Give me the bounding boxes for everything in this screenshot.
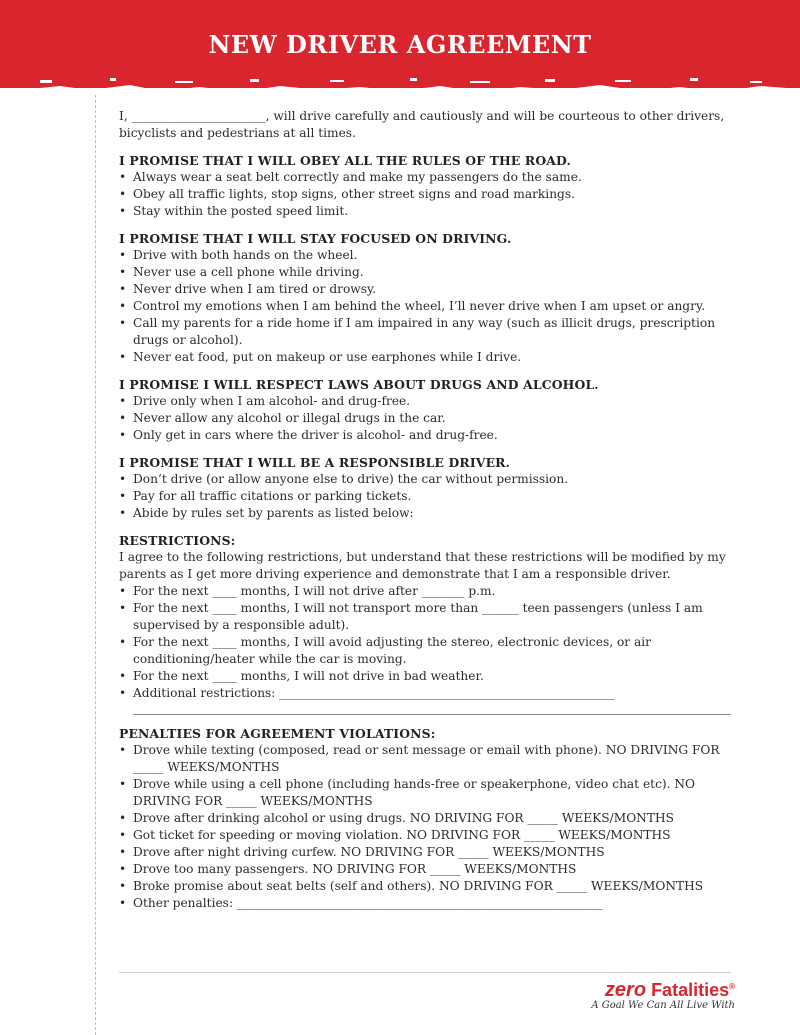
list-item: • Obey all traffic lights, stop signs, other street signs and road markings. [119,186,731,203]
section-stay-focused [119,230,731,366]
logo-fatalities-text: Fatalities [651,980,730,1000]
list-item: • For the next ____ months, I will not drive in bad weather. [119,668,731,685]
section-heading: RESTRICTIONS: [119,533,236,548]
list-item: • Don’t drive (or allow anyone else to drive) the car without permission. [119,471,731,488]
page-title: NEW DRIVER AGREEMENT [208,30,592,59]
intro-statement: I, ______________________, will drive carefully and cautiously and will be courteous to other drivers, bicyclists and pedestrians at all times. [119,109,725,140]
restrictions-text: I agree to the following restrictions, but understand that these restrictions will be modified by my parents as I get more driving experience and demonstrate that I am a responsible driver. [119,550,726,581]
bullet-list [119,393,731,444]
zero-fatalities-logo [560,977,735,1012]
list-item: • Never allow any alcohol or illegal drugs in the car. [119,410,731,427]
logo-zero-text: zero [604,979,647,1001]
bullet-list [119,247,731,366]
list-item: • Never eat food, put on makeup or use earphones while I drive. [119,349,731,366]
list-item: • Pay for all traffic citations or parking tickets. [119,488,731,505]
section-heading: I PROMISE THAT I WILL BE A RESPONSIBLE DRIVER. [119,455,511,470]
list-item: • Control my emotions when I am behind the wheel, I’ll never drive when I am upset or angry. [119,298,731,315]
blank-fill-line[interactable] [133,702,731,715]
list-item: • For the next ____ months, I will avoid adjusting the stereo, electronic devices, or air conditioning/heater while the car is moving. [119,634,731,668]
list-item: • Drive only when I am alcohol- and drug-free. [119,393,731,410]
logo-wordmark [560,977,735,1000]
section-rules-of-road [119,152,731,220]
list-item: • Got ticket for speeding or moving violation. NO DRIVING FOR _____ WEEKS/MONTHS [119,827,731,844]
section-restrictions [119,532,731,715]
section-responsible-driver [119,454,731,522]
section-penalties [119,725,731,912]
list-item: • Other penalties: ____________________________________________________________ [119,895,731,912]
list-item: • Only get in cars where the driver is alcohol- and drug-free. [119,427,731,444]
list-item: • Drove while using a cell phone (including hands-free or speakerphone, video chat etc). NO DRIVING FOR _____ WEEKS/MONTHS [119,776,731,810]
section-drugs-alcohol [119,376,731,444]
list-item: • Call my parents for a ride home if I am impaired in any way (such as illicit drugs, prescription drugs or alcohol). [119,315,731,349]
list-item: • Abide by rules set by parents as listed below: [119,505,731,522]
section-heading: I PROMISE I WILL RESPECT LAWS ABOUT DRUGS AND ALCOHOL. [119,377,599,392]
header-banner [0,0,800,88]
list-item: • Never use a cell phone while driving. [119,264,731,281]
bullet-list [119,742,731,912]
list-item: • Never drive when I am tired or drowsy. [119,281,731,298]
list-item: • Drove too many passengers. NO DRIVING FOR _____ WEEKS/MONTHS [119,861,731,878]
list-item: • For the next ____ months, I will not drive after _______ p.m. [119,583,731,600]
footer-divider [119,972,731,973]
list-item: • Broke promise about seat belts (self and others). NO DRIVING FOR _____ WEEKS/MONTHS [119,878,731,895]
list-item: • Drove after drinking alcohol or using drugs. NO DRIVING FOR _____ WEEKS/MONTHS [119,810,731,827]
list-item: • Drove after night driving curfew. NO DRIVING FOR _____ WEEKS/MONTHS [119,844,731,861]
bullet-list [119,169,731,220]
list-item: • Drive with both hands on the wheel. [119,247,731,264]
list-item: • For the next ____ months, I will not transport more than ______ teen passengers (unless I am supervised by a responsible adult). [119,600,731,634]
bullet-list [119,471,731,522]
logo-tagline: A Goal We Can All Live With [591,1000,735,1011]
list-item: • Always wear a seat belt correctly and make my passengers do the same. [119,169,731,186]
list-item: • Drove while texting (composed, read or sent message or email with phone). NO DRIVING FOR _____ WEEKS/MONTHS [119,742,731,776]
section-heading: I PROMISE THAT I WILL STAY FOCUSED ON DRIVING. [119,231,512,246]
bullet-list [119,583,731,702]
dashed-margin-line [95,95,96,1035]
torn-edge-decoration [0,70,800,88]
agreement-body [119,108,731,922]
registered-mark: ® [729,982,735,991]
section-heading: I PROMISE THAT I WILL OBEY ALL THE RULES OF THE ROAD. [119,153,571,168]
list-item: • Additional restrictions: _______________________________________________________ [119,685,731,702]
list-item: • Stay within the posted speed limit. [119,203,731,220]
section-heading: PENALTIES FOR AGREEMENT VIOLATIONS: [119,726,436,741]
